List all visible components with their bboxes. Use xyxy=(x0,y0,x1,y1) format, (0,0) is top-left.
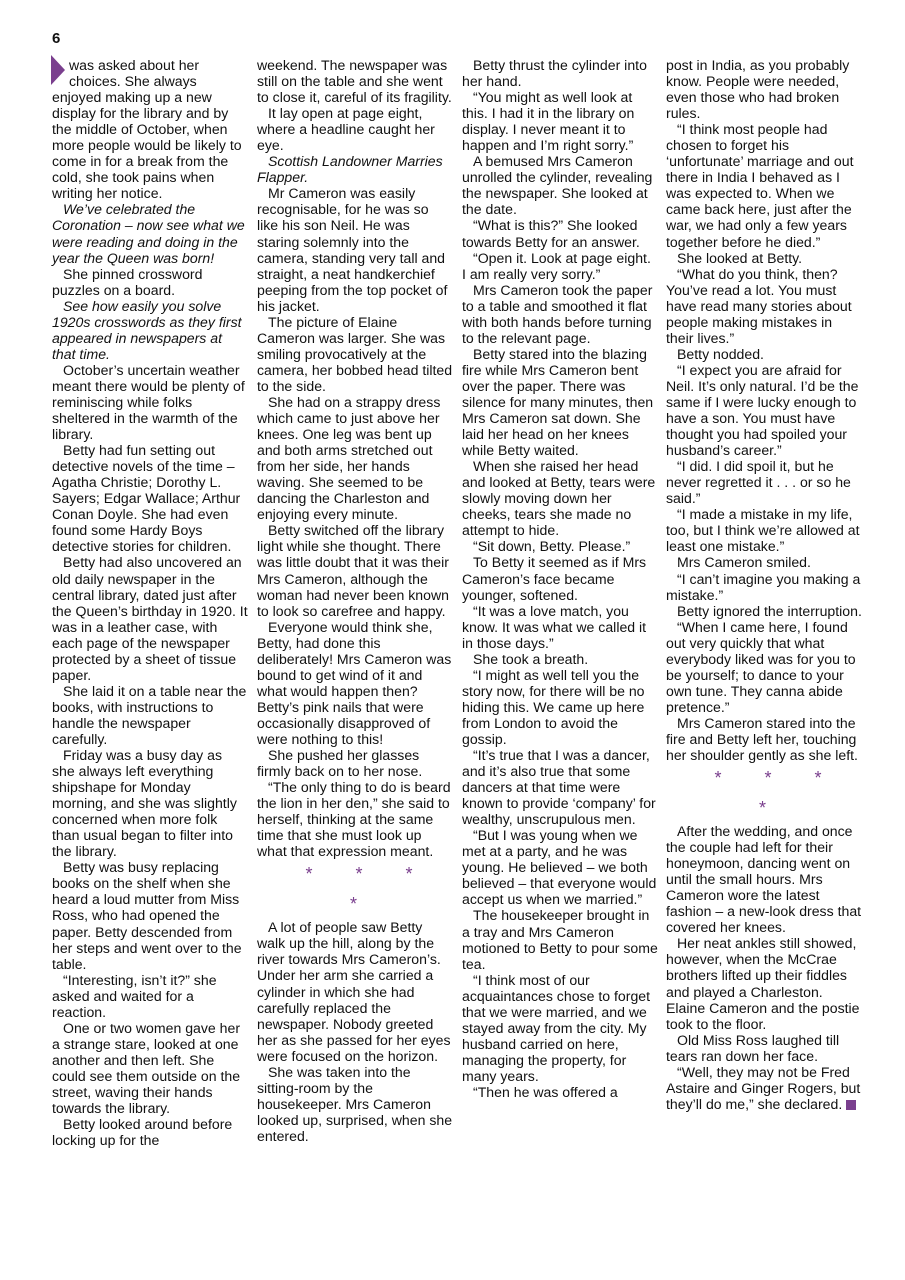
paragraph: She looked at Betty. xyxy=(677,249,803,266)
notice-text: We’ve celebrated the Coronation – now see what we were reading and doing in the year the Queen was born! xyxy=(52,201,245,266)
paragraph: “I can’t imagine you making a mistake.” xyxy=(666,570,861,603)
paragraph: “But I was young when we met at a party, and he was young. He believed – we both believed – that everyone would accept us when we married.” xyxy=(462,827,657,908)
page-number: 6 xyxy=(52,30,61,47)
paragraph: Betty ignored the interruption. xyxy=(677,602,862,619)
paragraph: Mrs Cameron smiled. xyxy=(677,554,811,571)
notice-text: See how easily you solve 1920s crosswords as they first appeared in newspapers at that time. xyxy=(52,297,242,362)
paragraph: The picture of Elaine Cameron was larger. She was smiling provocatively at the camera, her bobbed head tilted to the side. xyxy=(257,313,453,394)
paragraph: “I made a mistake in my life, too, but I think we’re allowed at least one mistake.” xyxy=(666,506,860,555)
paragraph: She was taken into the sitting-room by the housekeeper. Mrs Cameron looked up, surprised, when she entered. xyxy=(257,1063,453,1144)
paragraph xyxy=(666,1064,862,1112)
paragraph: “I think most people had chosen to forget his ‘unfortunate’ marriage and out there in India I behaved as I was expected to. When we came back here, just after the war, we had only a few years together before he died.” xyxy=(666,121,854,250)
paragraph: “Then he was offered a xyxy=(473,1084,618,1100)
paragraph: Betty thrust the cylinder into her hand. xyxy=(462,57,647,90)
paragraph: Betty had also uncovered an old daily newspaper in the central library, dated just after the Queen’s birthday in 1920. It was in a leather case, with each page of the newspaper protected by a sheet of tissue paper. xyxy=(52,554,248,683)
paragraph: It lay open at page eight, where a headline caught her eye. xyxy=(257,105,435,154)
section-break: * * * * xyxy=(305,864,432,915)
paragraph: Friday was a busy day as she always left everything shipshape for Monday morning, and she was slightly concerned when more folk than usual began to filter into the library. xyxy=(52,747,237,860)
paragraph: Betty had fun setting out detective novels of the time – Agatha Christie; Dorothy L. Sayers; Edgar Wallace; Arthur Conan Doyle. She had even found some Hardy Boys detective stories for children. xyxy=(52,442,241,555)
paragraph: “What is this?” She looked towards Betty for an answer. xyxy=(462,217,640,250)
column-3 xyxy=(462,57,658,1100)
paragraph: She pinned crossword puzzles on a board. xyxy=(52,265,203,298)
paragraph: When she raised her head and looked at Betty, tears were slowly moving down her cheeks, tears she made no attempt to hide. xyxy=(462,458,656,539)
paragraph: “You might as well look at this. I had it in the library on display. I never meant it to happen and I’m right sorry.” xyxy=(462,89,635,154)
column-4 xyxy=(666,57,862,1112)
paragraph: Betty switched off the library light while she thought. There was little doubt that it was their Mrs Cameron, although the woman had never been known to look so carefree and happy. xyxy=(257,522,449,619)
paragraph: Betty nodded. xyxy=(677,345,764,362)
paragraph: She took a breath. xyxy=(473,650,589,667)
paragraph: “Open it. Look at page eight. I am really very sorry.” xyxy=(462,249,651,282)
paragraph: The housekeeper brought in a tray and Mrs Cameron motioned to Betty to pour some tea. xyxy=(462,907,658,972)
paragraph: “The only thing to do is beard the lion in her den,” she said to herself, thinking at the same time that she must look up what that expression meant. xyxy=(257,779,451,860)
paragraph: Old Miss Ross laughed till tears ran down her face. xyxy=(666,1031,840,1064)
paragraph: One or two women gave her a strange stare, looked at one another and then left. She could see them outside on the street, waving their hands towards the library. xyxy=(52,1019,241,1117)
paragraph: “It’s true that I was a dancer, and it’s also true that some dancers at that time were known to provide ‘company’ for wealthy, unscrupulous men. xyxy=(462,747,656,828)
column-2 xyxy=(257,57,453,1144)
column-1 xyxy=(52,57,248,1148)
paragraph: “What do you think, then? You’ve read a lot. You must have read many stories about people making mistakes in their lives.” xyxy=(666,265,852,346)
paragraph: “I expect you are afraid for Neil. It’s only natural. I’d be the same if I were lucky enough to have a son. You must have thought you had spoiled your husband’s career.” xyxy=(666,361,859,459)
headline-text: Scottish Landowner Marries Flapper. xyxy=(257,153,443,186)
paragraph: She laid it on a table near the books, with instructions to handle the newspaper carefully. xyxy=(52,682,247,747)
paragraph: She pushed her glasses firmly back on to her nose. xyxy=(257,747,423,780)
paragraph: post in India, as you probably know. People were needed, even those who had broken rules. xyxy=(666,57,850,122)
end-mark-icon xyxy=(846,1100,856,1110)
paragraph: “Interesting, isn’t it?” she asked and waited for a reaction. xyxy=(52,971,217,1020)
paragraph: Betty was busy replacing books on the shelf when she heard a loud mutter from Miss Ross, who had opened the paper. Betty descended from her steps and went over to the table. xyxy=(52,859,242,972)
paragraph: “When I came here, I found out very quickly that what everybody liked was for you to be yourself; to dance to your own tune. They canna abide pretence.” xyxy=(666,618,856,715)
paragraph: A bemused Mrs Cameron unrolled the cylinder, revealing the newspaper. She looked at the date. xyxy=(462,153,653,218)
paragraph: Mr Cameron was easily recognisable, for he was so like his son Neil. He was staring solemnly into the camera, standing very tall and straight, a neat handkerchief peeping from the top pocket of his jacket. xyxy=(257,185,448,314)
paragraph: was asked about her choices. She always enjoyed making up a new display for the library and by the middle of October, when more people would be likely to come in for a break from the cold, she took pains when writing her notice. xyxy=(52,57,242,202)
paragraph: “It was a love match, you know. It was what we called it in those days.” xyxy=(462,602,647,651)
closing-text: “Well, they may not be Fred Astaire and Ginger Rogers, but they’ll do me,” she declared. xyxy=(666,1063,861,1112)
paragraph: Her neat ankles still showed, however, when the McCrae brothers lifted up their fiddles and played a Charleston. Elaine Cameron and the postie took to the floor. xyxy=(666,935,860,1032)
paragraph: weekend. The newspaper was still on the table and she went to close it, careful of its fragility. xyxy=(257,57,452,106)
paragraph: A lot of people saw Betty walk up the hill, along by the river towards Mrs Cameron’s. Under her arm she carried a cylinder in which she had carefully replaced the newspaper. Nobody greeted her as she passed for her eyes were focused on the horizon. xyxy=(257,919,451,1064)
paragraph: After the wedding, and once the couple had left for their honeymoon, dancing went on until the small hours. Mrs Cameron wore the latest fashion – a new-look dress that covered her knees. xyxy=(666,823,862,936)
section-break: * * * * xyxy=(714,768,841,819)
paragraph: Mrs Cameron took the paper to a table and smoothed it flat with both hands before turning to the relevant page. xyxy=(462,281,653,346)
drop-triangle-icon xyxy=(51,55,65,85)
paragraph: To Betty it seemed as if Mrs Cameron’s face became younger, softened. xyxy=(462,554,647,603)
paragraph: Everyone would think she, Betty, had done this deliberately! Mrs Cameron was bound to get wind of it and what would happen then? Betty’s pink nails that were occasionally disapproved of were nothing to this! xyxy=(257,618,452,747)
paragraph: October’s uncertain weather meant there would be plenty of reminiscing while folks sheltered in the warmth of the library. xyxy=(52,361,245,443)
paragraph: “I might as well tell you the story now, for there will be no hiding this. We came up here from London to avoid the gossip. xyxy=(462,666,645,747)
paragraph: Betty looked around before locking up for the xyxy=(52,1116,233,1149)
paragraph: “Sit down, Betty. Please.” xyxy=(473,538,631,555)
paragraph: Mrs Cameron stared into the fire and Betty left her, touching her shoulder gently as she left. xyxy=(666,714,858,764)
paragraph: “I think most of our acquaintances chose to forget that we were married, and we stayed away from the city. My husband carried on here, managing the property, for many years. xyxy=(462,971,651,1084)
paragraph: She had on a strappy dress which came to just above her knees. One leg was bent up and both arms stretched out from her side, her hands waving. She seemed to be dancing the Charleston and enjoying every minute. xyxy=(257,393,441,523)
paragraph: “I did. I did spoil it, but he never regretted it . . . or so he said.” xyxy=(666,458,851,507)
paragraph: Betty stared into the blazing fire while Mrs Cameron bent over the paper. There was silence for many minutes, then Mrs Cameron sat down. She laid her head on her knees while Betty waited. xyxy=(462,345,654,459)
